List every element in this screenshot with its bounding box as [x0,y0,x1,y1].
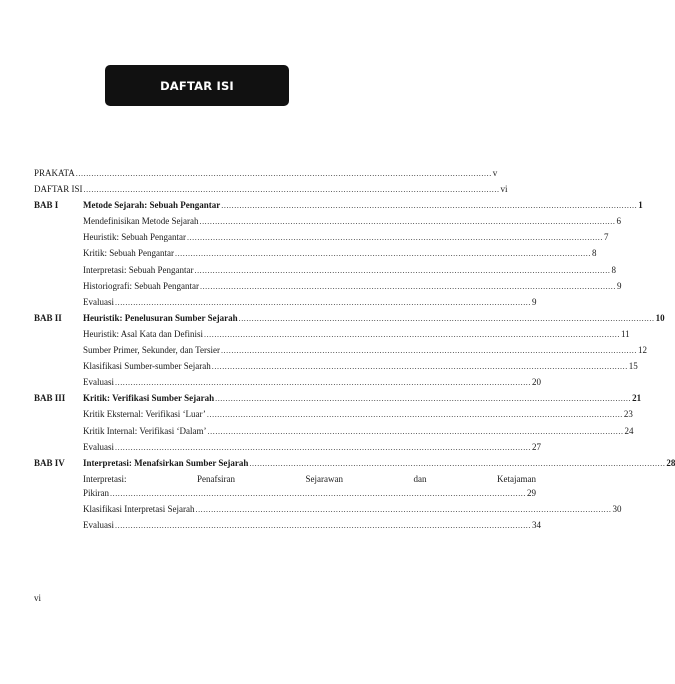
toc-subentry[interactable] [34,374,541,390]
subentry-page: 9 [616,280,622,291]
subentry-page: 29 [527,487,536,498]
toc-entry-prakata[interactable] [34,165,498,181]
chapter-title: Kritik: Verifikasi Sumber Sejarah [83,393,215,404]
subentry-label: Heuristik: Sebuah Pengantar [83,232,186,243]
dot-leader [115,295,531,311]
toc-subentry[interactable] [34,213,621,229]
dot-leader [115,375,531,391]
toc-subentry[interactable] [34,278,622,294]
toc-chapter-1[interactable] [34,197,643,213]
chapter-number: BAB IV [34,457,65,468]
dot-leader [115,440,531,456]
subentry-page: 30 [612,503,622,514]
subentry-label: Historiografi: Sebuah Pengantar [83,280,199,291]
dot-leader [187,230,603,246]
toc-subentry[interactable] [34,471,536,501]
subentry-label: Interpretasi: Sebuah Pengantar [83,264,194,275]
subentry-page: 23 [623,409,633,420]
subentry-page: 8 [591,248,597,259]
toc-entry-page: v [492,168,498,178]
toc-subentry[interactable] [34,229,609,245]
dot-leader [207,407,623,423]
chapter-number: BAB II [34,312,62,323]
toc-subentry[interactable] [34,262,616,278]
toc-chapter-2[interactable] [34,310,665,326]
subentry-label: Klasifikasi Sumber-sumber Sejarah [83,361,211,372]
chapter-number: BAB I [34,200,59,211]
toc-subentry[interactable] [34,501,622,517]
dot-leader [195,502,611,518]
subentry-label: Evaluasi [83,296,114,307]
table-of-contents [34,165,675,533]
toc-subentry[interactable] [34,439,541,455]
dot-leader [221,198,637,214]
dot-leader [199,214,615,230]
dot-leader [194,263,610,279]
subentry-page: 24 [624,425,634,436]
toc-chapter-4[interactable] [34,455,675,471]
subentry-page: 34 [532,519,541,530]
subentry-page: 15 [628,361,638,372]
toc-entry-daftar-isi[interactable] [34,181,508,197]
subentry-page: 8 [611,264,616,275]
subentry-label-line2: Pikiran [83,487,109,498]
toc-subentry[interactable] [34,423,634,439]
chapter-page: 1 [638,200,643,211]
dot-leader [76,166,492,182]
subentry-label: Evaluasi [83,519,114,530]
page-number: vi [34,593,42,603]
subentry-label: Kritik Internal: Verifikasi ‘Dalam’ [83,425,207,436]
subentry-page: 20 [532,377,541,388]
chapter-title: Heuristik: Penelusuran Sumber Sejarah [83,312,238,323]
dot-leader [208,424,624,440]
subentry-label: Kritik: Sebuah Pengantar [83,248,174,259]
subentry-page: 11 [620,328,630,339]
toc-subentry[interactable] [34,342,647,358]
toc-subentry[interactable] [34,517,541,533]
toc-subentry[interactable] [34,326,630,342]
subentry-page: 12 [637,345,647,356]
subentry-page: 7 [603,232,609,243]
toc-subentry[interactable] [34,294,537,310]
chapter-title: Metode Sejarah: Sebuah Pengantar [83,200,221,211]
subentry-page: 9 [532,296,537,307]
toc-entry-page: vi [500,184,508,195]
dot-leader [84,182,500,198]
chapter-page: 28 [666,457,675,468]
subentry-page: 6 [616,216,621,227]
dot-leader [221,343,637,359]
subentry-label-line1: Interpretasi: Penafsiran Sejarawan dan Ketajaman [83,473,536,484]
subentry-label: Kritik Eksternal: Verifikasi ‘Luar’ [83,409,206,420]
dot-leader [249,456,665,472]
toc-entry-label: PRAKATA [34,168,75,178]
dot-leader [239,311,655,327]
toc-subentry[interactable] [34,358,638,374]
dot-leader [200,279,616,295]
subentry-label: Sumber Primer, Sekunder, dan Tersier [83,345,220,356]
toc-subentry[interactable] [34,245,597,261]
dot-leader [110,487,526,501]
toc-title: DAFTAR ISI [105,65,289,106]
subentry-label: Mendefinisikan Metode Sejarah [83,216,199,227]
chapter-page: 10 [655,312,665,323]
dot-leader [212,359,628,375]
dot-leader [215,391,631,407]
subentry-label: Evaluasi [83,441,114,452]
toc-subentry[interactable] [34,406,633,422]
subentry-label: Heuristik: Asal Kata dan Definisi [83,328,203,339]
dot-leader [175,246,591,262]
dot-leader [115,518,531,534]
dot-leader [204,327,620,343]
chapter-number: BAB III [34,393,66,404]
toc-chapter-3[interactable] [34,390,642,406]
subentry-page: 27 [532,441,541,452]
subentry-label: Evaluasi [83,377,114,388]
subentry-label: Klasifikasi Interpretasi Sejarah [83,503,195,514]
chapter-page: 21 [632,393,642,404]
chapter-title: Interpretasi: Menafsirkan Sumber Sejarah [83,457,249,468]
toc-entry-label: DAFTAR ISI [34,184,83,195]
